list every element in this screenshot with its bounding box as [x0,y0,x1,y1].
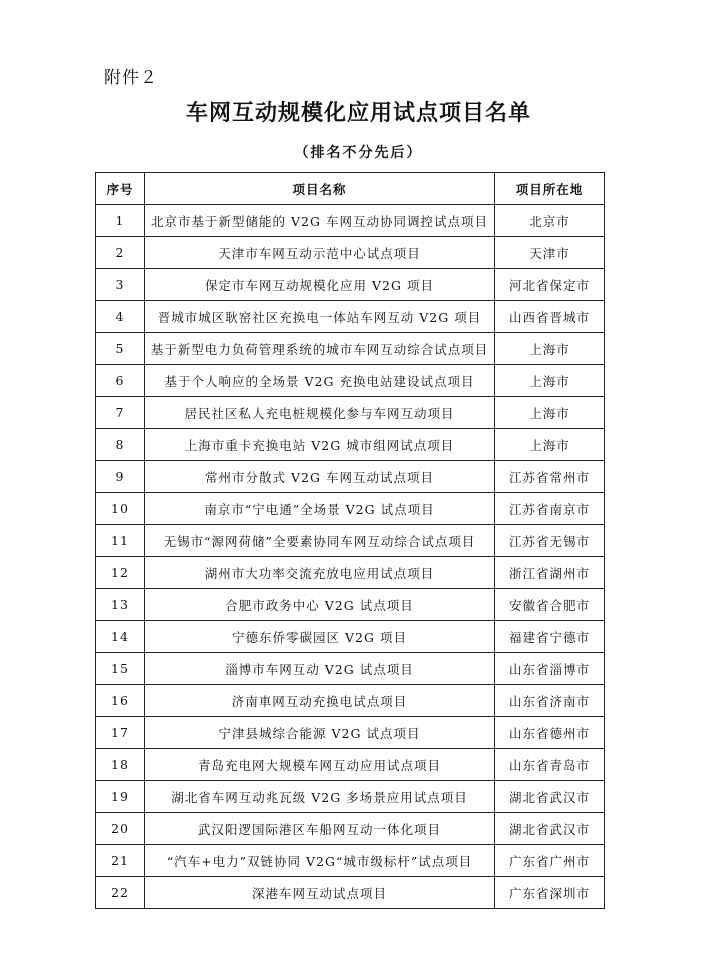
row-location: 山东省德州市 [495,717,605,749]
row-number: 22 [96,877,145,909]
table-row [96,749,605,781]
row-location: 上海市 [495,429,605,461]
table-row [96,333,605,365]
row-number: 18 [96,749,145,781]
table-row [96,461,605,493]
table-row [96,653,605,685]
table-row [96,397,605,429]
table-row [96,525,605,557]
table-row [96,717,605,749]
row-project-name: 深港车网互动试点项目 [145,877,495,909]
row-number: 14 [96,621,145,653]
row-number: 3 [96,269,145,301]
table-row [96,845,605,877]
row-location: 山西省晋城市 [495,301,605,333]
table-row [96,557,605,589]
row-location: 湖北省武汉市 [495,813,605,845]
row-number: 9 [96,461,145,493]
row-project-name: 宁德东侨零碳园区 V2G 项目 [145,621,495,653]
row-project-name: 保定市车网互动规模化应用 V2G 项目 [145,269,495,301]
row-location: 浙江省湖州市 [495,557,605,589]
row-project-name: 基于新型电力负荷管理系统的城市车网互动综合试点项目 [145,333,495,365]
row-project-name: 晋城市城区耿窑社区充换电一体站车网互动 V2G 项目 [145,301,495,333]
row-number: 12 [96,557,145,589]
row-location: 北京市 [495,205,605,237]
row-number: 16 [96,685,145,717]
row-project-name: 常州市分散式 V2G 车网互动试点项目 [145,461,495,493]
row-location: 山东省淄博市 [495,653,605,685]
table-row [96,877,605,909]
table-row [96,365,605,397]
row-number: 4 [96,301,145,333]
row-location: 山东省青岛市 [495,749,605,781]
row-location: 江苏省无锡市 [495,525,605,557]
table-row [96,429,605,461]
table-row [96,589,605,621]
row-number: 1 [96,205,145,237]
row-number: 13 [96,589,145,621]
row-location: 安徽省合肥市 [495,589,605,621]
row-project-name: 宁津县城综合能源 V2G 试点项目 [145,717,495,749]
row-project-name: 青岛充电网大规模车网互动应用试点项目 [145,749,495,781]
header-number: 序号 [96,173,145,205]
table-row [96,813,605,845]
row-location: 上海市 [495,397,605,429]
table-row [96,685,605,717]
row-project-name: 无锡市“源网荷储”全要素协同车网互动综合试点项目 [145,525,495,557]
row-location: 江苏省常州市 [495,461,605,493]
table-row [96,237,605,269]
row-project-name: 天津市车网互动示范中心试点项目 [145,237,495,269]
annex-label: 附件２ [104,68,158,88]
row-number: 11 [96,525,145,557]
table-row [96,205,605,237]
row-project-name: 合肥市政务中心 V2G 试点项目 [145,589,495,621]
row-project-name: 北京市基于新型储能的 V2G 车网互动协同调控试点项目 [145,205,495,237]
table-header-row [96,173,605,205]
table-row [96,269,605,301]
row-number: 7 [96,397,145,429]
row-project-name: 济南車网互动充换电试点项目 [145,685,495,717]
row-number: 8 [96,429,145,461]
row-project-name: 上海市重卡充换电站 V2G 城市组网试点项目 [145,429,495,461]
header-project-name: 项目名称 [145,173,495,205]
project-list-table [95,172,605,909]
table-row [96,621,605,653]
row-project-name: 湖北省车网互动兆瓦级 V2G 多场景应用试点项目 [145,781,495,813]
document-subtitle: （排名不分先后） [294,145,423,161]
row-number: 2 [96,237,145,269]
row-location: 广东省广州市 [495,845,605,877]
row-project-name: 南京市“宁电通”全场景 V2G 试点项目 [145,493,495,525]
row-location: 山东省济南市 [495,685,605,717]
table-row [96,301,605,333]
row-number: 21 [96,845,145,877]
row-number: 19 [96,781,145,813]
row-location: 福建省宁德市 [495,621,605,653]
row-project-name: 基于个人响应的全场景 V2G 充换电站建设试点项目 [145,365,495,397]
row-location: 河北省保定市 [495,269,605,301]
row-number: 15 [96,653,145,685]
row-number: 5 [96,333,145,365]
row-location: 上海市 [495,365,605,397]
row-location: 江苏省南京市 [495,493,605,525]
table-row [96,493,605,525]
row-project-name: “汽车+电力”双链协同 V2G“城市级标杆”试点项目 [145,845,495,877]
row-project-name: 武汉阳逻国际港区车船网互动一体化项目 [145,813,495,845]
row-number: 6 [96,365,145,397]
row-project-name: 湖州市大功率交流充放电应用试点项目 [145,557,495,589]
document-title: 车网互动规模化应用试点项目名单 [185,101,531,126]
row-project-name: 居民社区私人充电桩规模化参与车网互动项目 [145,397,495,429]
row-location: 广东省深圳市 [495,877,605,909]
row-location: 天津市 [495,237,605,269]
table-row [96,781,605,813]
row-number: 20 [96,813,145,845]
row-number: 17 [96,717,145,749]
header-location: 项目所在地 [495,173,605,205]
row-location: 上海市 [495,333,605,365]
row-project-name: 淄博市车网互动 V2G 试点项目 [145,653,495,685]
row-location: 湖北省武汉市 [495,781,605,813]
row-number: 10 [96,493,145,525]
